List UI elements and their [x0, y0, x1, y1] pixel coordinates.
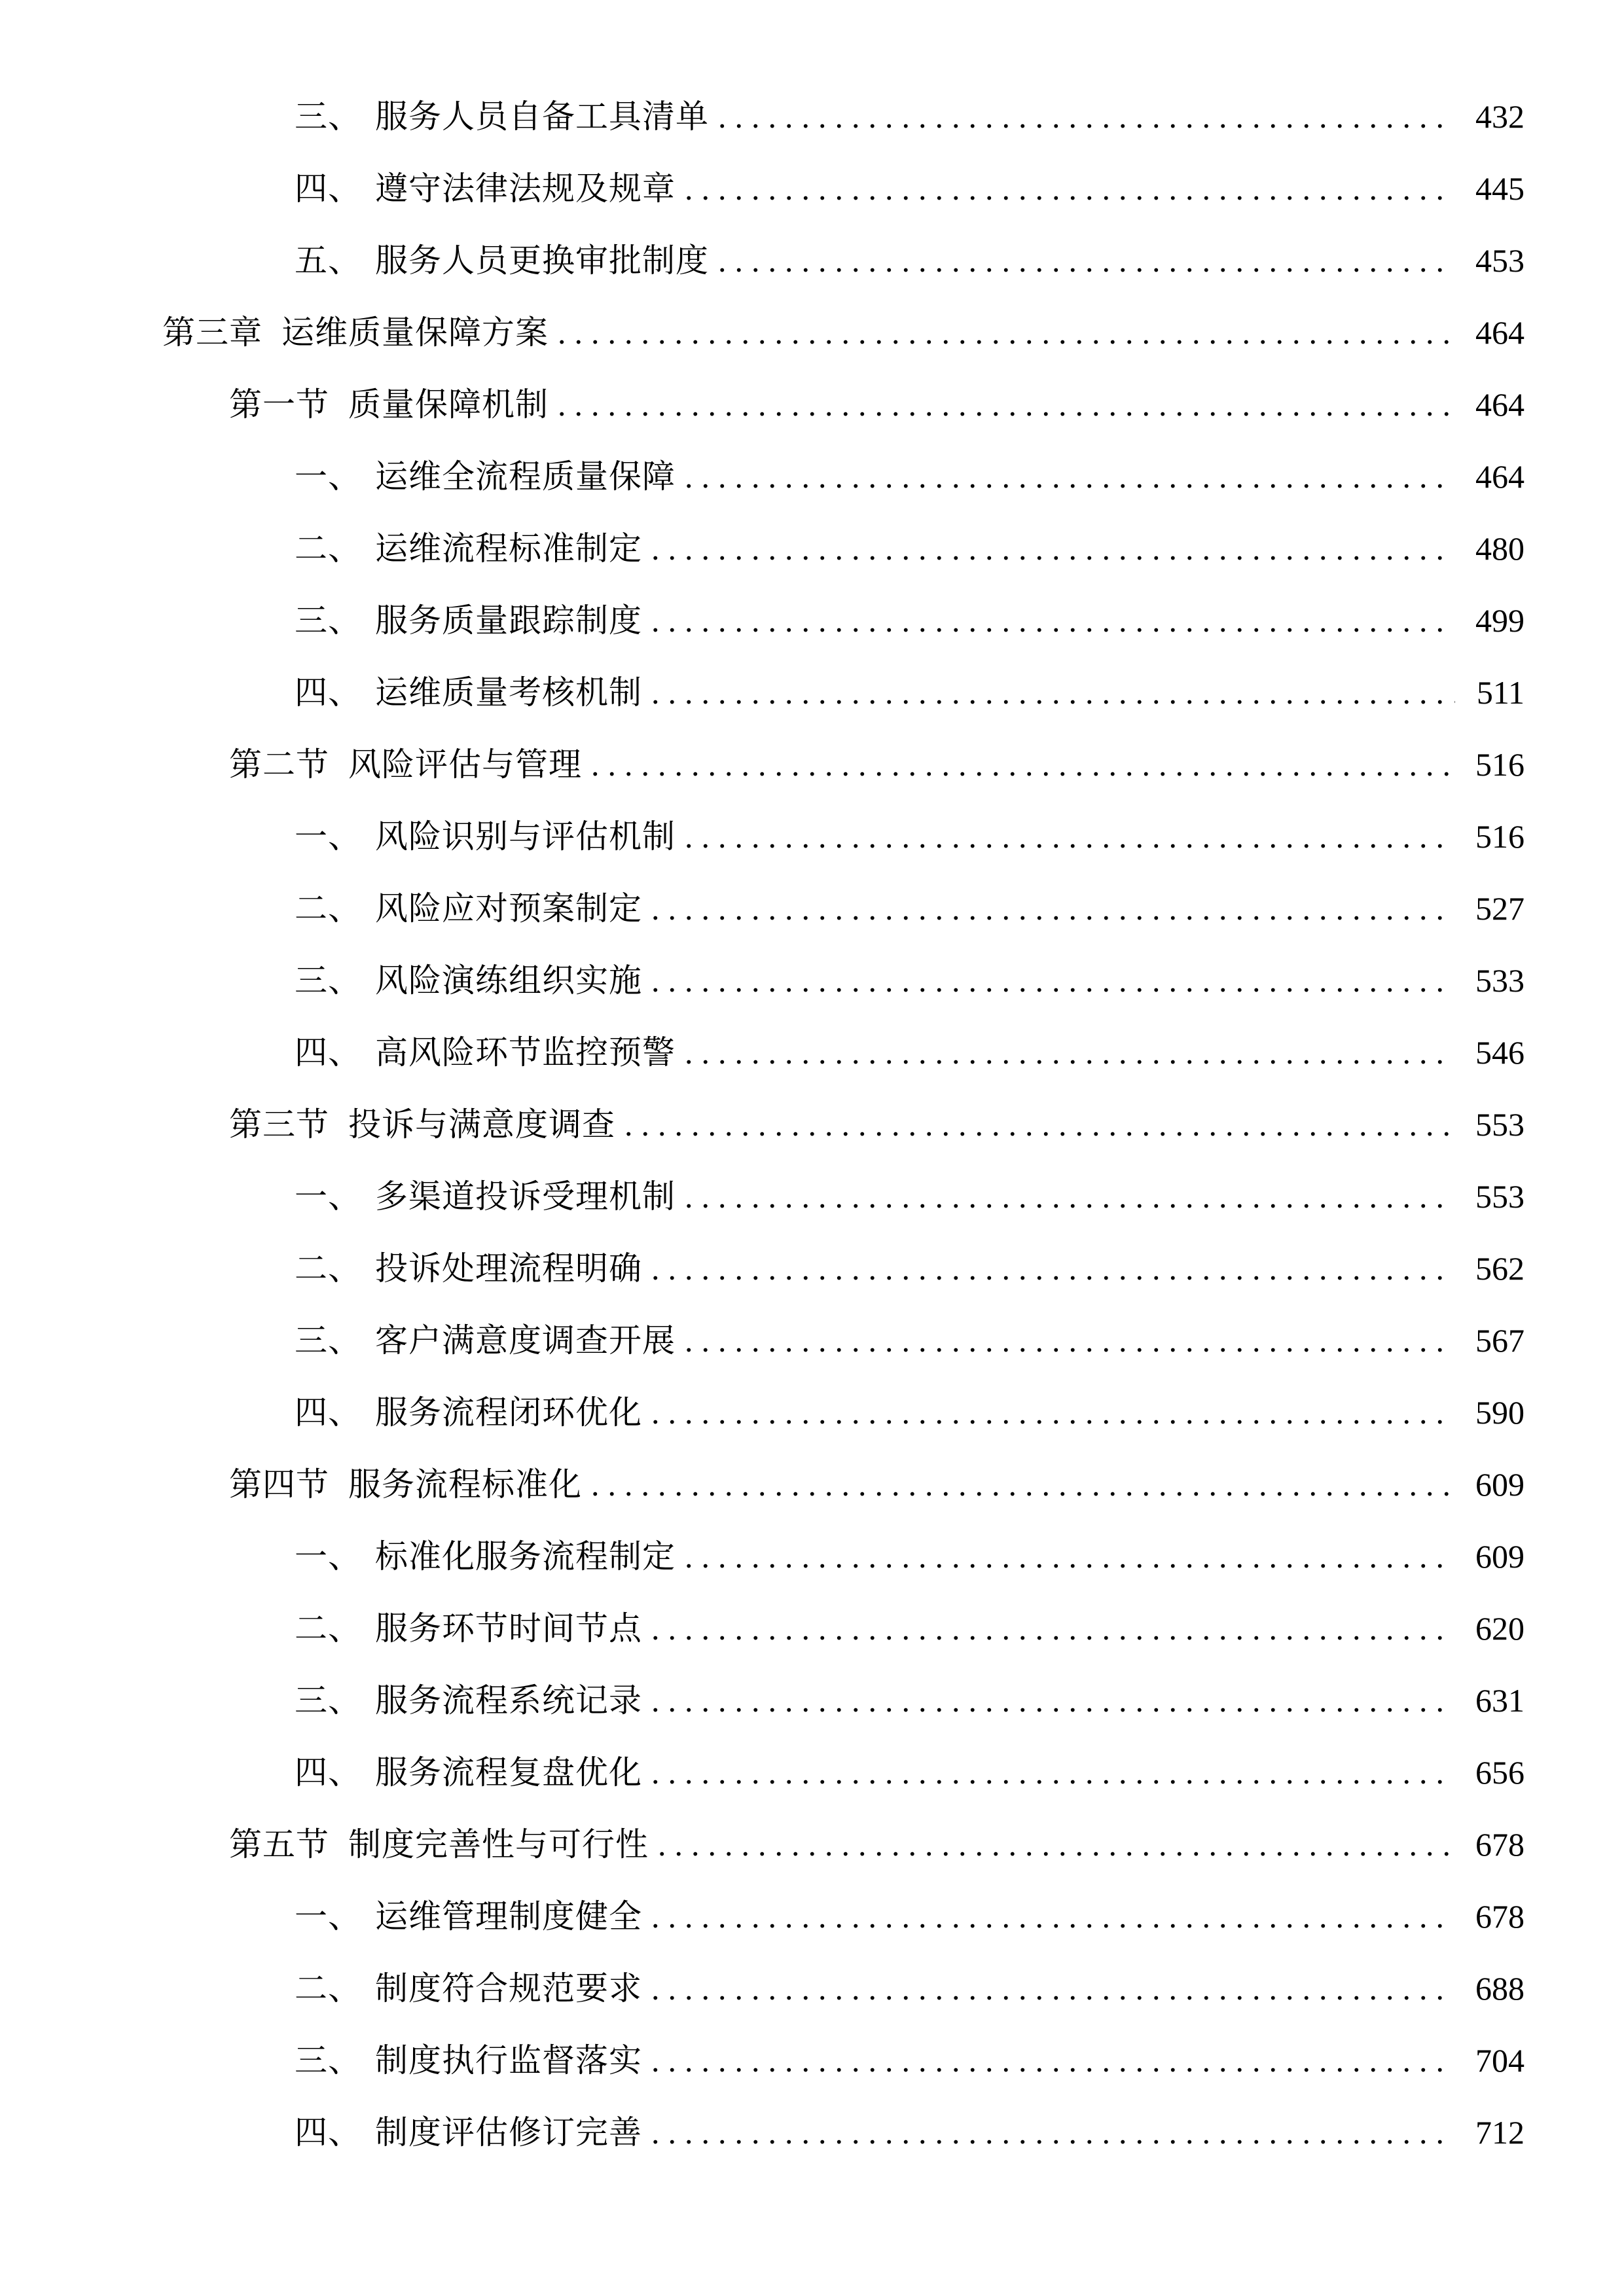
dot-leader — [558, 368, 1454, 440]
toc-entry-page: 546 — [1475, 1034, 1525, 1071]
toc-entry-title: 服务流程标准化 — [348, 1466, 582, 1503]
toc-entry[interactable] — [0, 1592, 1525, 1664]
toc-entry-title: 运维流程标准制定 — [375, 530, 642, 567]
toc-entry[interactable] — [0, 1088, 1525, 1160]
toc-entry-number: 第一节 — [229, 386, 329, 423]
toc-entry-number: 四、 — [295, 674, 361, 711]
toc-entry-number: 一、 — [295, 1898, 361, 1935]
dot-leader — [651, 1736, 1454, 1808]
toc-entry-title: 投诉与满意度调查 — [348, 1106, 615, 1143]
toc-entry-number: 第二节 — [229, 746, 329, 783]
toc-entry[interactable] — [0, 872, 1525, 944]
toc-entry-number: 一、 — [295, 818, 361, 855]
toc-entry[interactable] — [0, 2024, 1525, 2096]
toc-entry-title: 风险应对预案制定 — [375, 890, 642, 927]
toc-entry-title: 运维全流程质量保障 — [375, 458, 676, 495]
toc-entry-number: 三、 — [295, 98, 361, 135]
toc-entry[interactable] — [0, 584, 1525, 656]
toc-entry[interactable] — [0, 1448, 1525, 1520]
toc-entry-title: 遵守法律法规及规章 — [375, 170, 676, 207]
toc-entry-page: 516 — [1475, 818, 1525, 855]
dot-leader — [685, 1520, 1454, 1592]
toc-entry-page: 464 — [1475, 314, 1525, 351]
toc-entry-number: 二、 — [295, 530, 361, 567]
toc-entry-number: 第三章 — [162, 314, 262, 351]
dot-leader — [718, 224, 1454, 296]
toc-entry-page: 511 — [1476, 674, 1525, 711]
toc-entry[interactable] — [0, 1808, 1525, 1880]
toc-entry-title: 标准化服务流程制定 — [375, 1538, 676, 1575]
toc-entry-number: 三、 — [295, 1322, 361, 1359]
toc-entry[interactable] — [0, 944, 1525, 1016]
toc-entry-page: 445 — [1475, 170, 1525, 207]
toc-entry-title: 服务环节时间节点 — [375, 1610, 642, 1647]
toc-entry[interactable] — [0, 1232, 1525, 1304]
toc-entry-page: 516 — [1475, 746, 1525, 783]
dot-leader — [651, 584, 1454, 656]
toc-entry-number: 四、 — [295, 2114, 361, 2151]
toc-entry[interactable] — [0, 1880, 1525, 1952]
toc-entry-page: 432 — [1475, 98, 1525, 135]
toc-entry-title: 多渠道投诉受理机制 — [375, 1178, 676, 1215]
toc-entry-page: 704 — [1475, 2042, 1525, 2079]
dot-leader — [651, 944, 1454, 1016]
dot-leader — [651, 872, 1454, 944]
toc-entry-number: 三、 — [295, 962, 361, 999]
toc-entry-number: 二、 — [295, 1250, 361, 1287]
toc-entry-page: 609 — [1475, 1466, 1525, 1503]
toc-entry[interactable] — [0, 1304, 1525, 1376]
toc-entry[interactable] — [0, 1376, 1525, 1448]
toc-entry[interactable] — [0, 728, 1525, 800]
toc-entry-title: 服务质量跟踪制度 — [375, 602, 642, 639]
toc-entry-number: 四、 — [295, 1754, 361, 1791]
dot-leader — [651, 512, 1454, 584]
toc-entry-title: 高风险环节监控预警 — [375, 1034, 676, 1071]
toc-entry[interactable] — [0, 1160, 1525, 1232]
toc-entry-page: 678 — [1475, 1898, 1525, 1935]
toc-entry-page: 688 — [1475, 1970, 1525, 2007]
dot-leader — [651, 1376, 1454, 1448]
toc-entry[interactable] — [0, 656, 1525, 728]
toc-entry-page: 453 — [1475, 242, 1525, 279]
toc-entry-title: 制度符合规范要求 — [375, 1970, 642, 2007]
dot-leader — [591, 728, 1454, 800]
toc-entry-title: 制度执行监督落实 — [375, 2042, 642, 2079]
dot-leader — [651, 1664, 1454, 1736]
toc-entry-title: 制度评估修订完善 — [375, 2114, 642, 2151]
toc-entry-number: 一、 — [295, 1178, 361, 1215]
toc-entry-number: 第三节 — [229, 1106, 329, 1143]
toc-entry-number: 四、 — [295, 170, 361, 207]
toc-entry-title: 服务人员更换审批制度 — [375, 242, 709, 279]
dot-leader — [651, 2096, 1454, 2168]
toc-entry-page: 656 — [1475, 1754, 1525, 1791]
dot-leader — [685, 1016, 1454, 1088]
toc-entry[interactable] — [0, 800, 1525, 872]
toc-entry[interactable] — [0, 368, 1525, 440]
toc-entry-page: 480 — [1475, 530, 1525, 567]
toc-entry-title: 质量保障机制 — [348, 386, 549, 423]
toc-entry[interactable] — [0, 1016, 1525, 1088]
toc-entry-title: 运维质量考核机制 — [375, 674, 642, 711]
toc-entry-title: 服务流程闭环优化 — [375, 1394, 642, 1431]
toc-entry-page: 712 — [1475, 2114, 1525, 2151]
toc-entry-title: 服务人员自备工具清单 — [375, 98, 709, 135]
toc-entry-title: 风险识别与评估机制 — [375, 818, 676, 855]
toc-entry-page: 678 — [1475, 1826, 1525, 1863]
toc-entry[interactable] — [0, 81, 1525, 152]
toc-entry-page: 631 — [1475, 1682, 1525, 1719]
toc-entry-page: 464 — [1475, 386, 1525, 423]
toc-entry-title: 客户满意度调查开展 — [375, 1322, 676, 1359]
toc-entry-title: 服务流程系统记录 — [375, 1682, 642, 1719]
toc-entry[interactable] — [0, 440, 1525, 512]
toc-entry-number: 二、 — [295, 1610, 361, 1647]
toc-entry-page: 527 — [1475, 890, 1525, 927]
dot-leader — [658, 1808, 1454, 1880]
dot-leader — [685, 800, 1454, 872]
toc-entry-number: 第四节 — [229, 1466, 329, 1503]
dot-leader — [624, 1088, 1454, 1160]
toc-entry-number: 三、 — [295, 602, 361, 639]
dot-leader — [651, 1952, 1454, 2024]
toc-entry[interactable] — [0, 1952, 1525, 2024]
toc-entry-page: 590 — [1475, 1394, 1525, 1431]
dot-leader — [651, 1592, 1454, 1664]
toc-entry-page: 620 — [1475, 1610, 1525, 1647]
dot-leader — [718, 81, 1454, 152]
toc-entry-page: 553 — [1475, 1106, 1525, 1143]
toc-entry-number: 三、 — [295, 1682, 361, 1719]
dot-leader — [651, 1880, 1454, 1952]
toc-entry-title: 运维质量保障方案 — [281, 314, 549, 351]
toc-entry[interactable] — [0, 296, 1525, 368]
dot-leader — [651, 656, 1455, 728]
dot-leader — [685, 152, 1454, 224]
toc-entry-title: 投诉处理流程明确 — [375, 1250, 642, 1287]
toc-entry[interactable] — [0, 1520, 1525, 1592]
toc-entry-number: 四、 — [295, 1394, 361, 1431]
toc-entry-number: 一、 — [295, 1538, 361, 1575]
dot-leader — [685, 1160, 1454, 1232]
dot-leader — [651, 1232, 1454, 1304]
toc-entry-number: 四、 — [295, 1034, 361, 1071]
toc-entry-page: 553 — [1475, 1178, 1525, 1215]
toc-entry-title: 风险评估与管理 — [348, 746, 582, 783]
toc-entry[interactable] — [0, 152, 1525, 224]
toc-entry[interactable] — [0, 1664, 1525, 1736]
toc-entry-page: 499 — [1475, 602, 1525, 639]
toc-entry-number: 第五节 — [229, 1826, 329, 1863]
dot-leader — [685, 440, 1454, 512]
toc-entry-page: 609 — [1475, 1538, 1525, 1575]
toc-entry[interactable] — [0, 512, 1525, 584]
toc-entry[interactable] — [0, 1736, 1525, 1808]
toc-entry-number: 二、 — [295, 1970, 361, 2007]
dot-leader — [591, 1448, 1454, 1520]
toc-entry-page: 464 — [1475, 458, 1525, 495]
toc-entry-title: 风险演练组织实施 — [375, 962, 642, 999]
toc-entry[interactable] — [0, 2096, 1525, 2168]
toc-entry-title: 运维管理制度健全 — [375, 1898, 642, 1935]
toc-entry-page: 567 — [1475, 1322, 1525, 1359]
toc-entry[interactable] — [0, 224, 1525, 296]
toc-entry-page: 562 — [1475, 1250, 1525, 1287]
dot-leader — [651, 2024, 1454, 2096]
toc-entry-number: 二、 — [295, 890, 361, 927]
toc-entry-number: 三、 — [295, 2042, 361, 2079]
toc-entry-page: 533 — [1475, 962, 1525, 999]
toc-entry-title: 制度完善性与可行性 — [348, 1826, 649, 1863]
toc-entry-title: 服务流程复盘优化 — [375, 1754, 642, 1791]
toc-entry-number: 五、 — [295, 242, 361, 279]
toc-entry-number: 一、 — [295, 458, 361, 495]
dot-leader — [558, 296, 1454, 368]
dot-leader — [685, 1304, 1454, 1376]
